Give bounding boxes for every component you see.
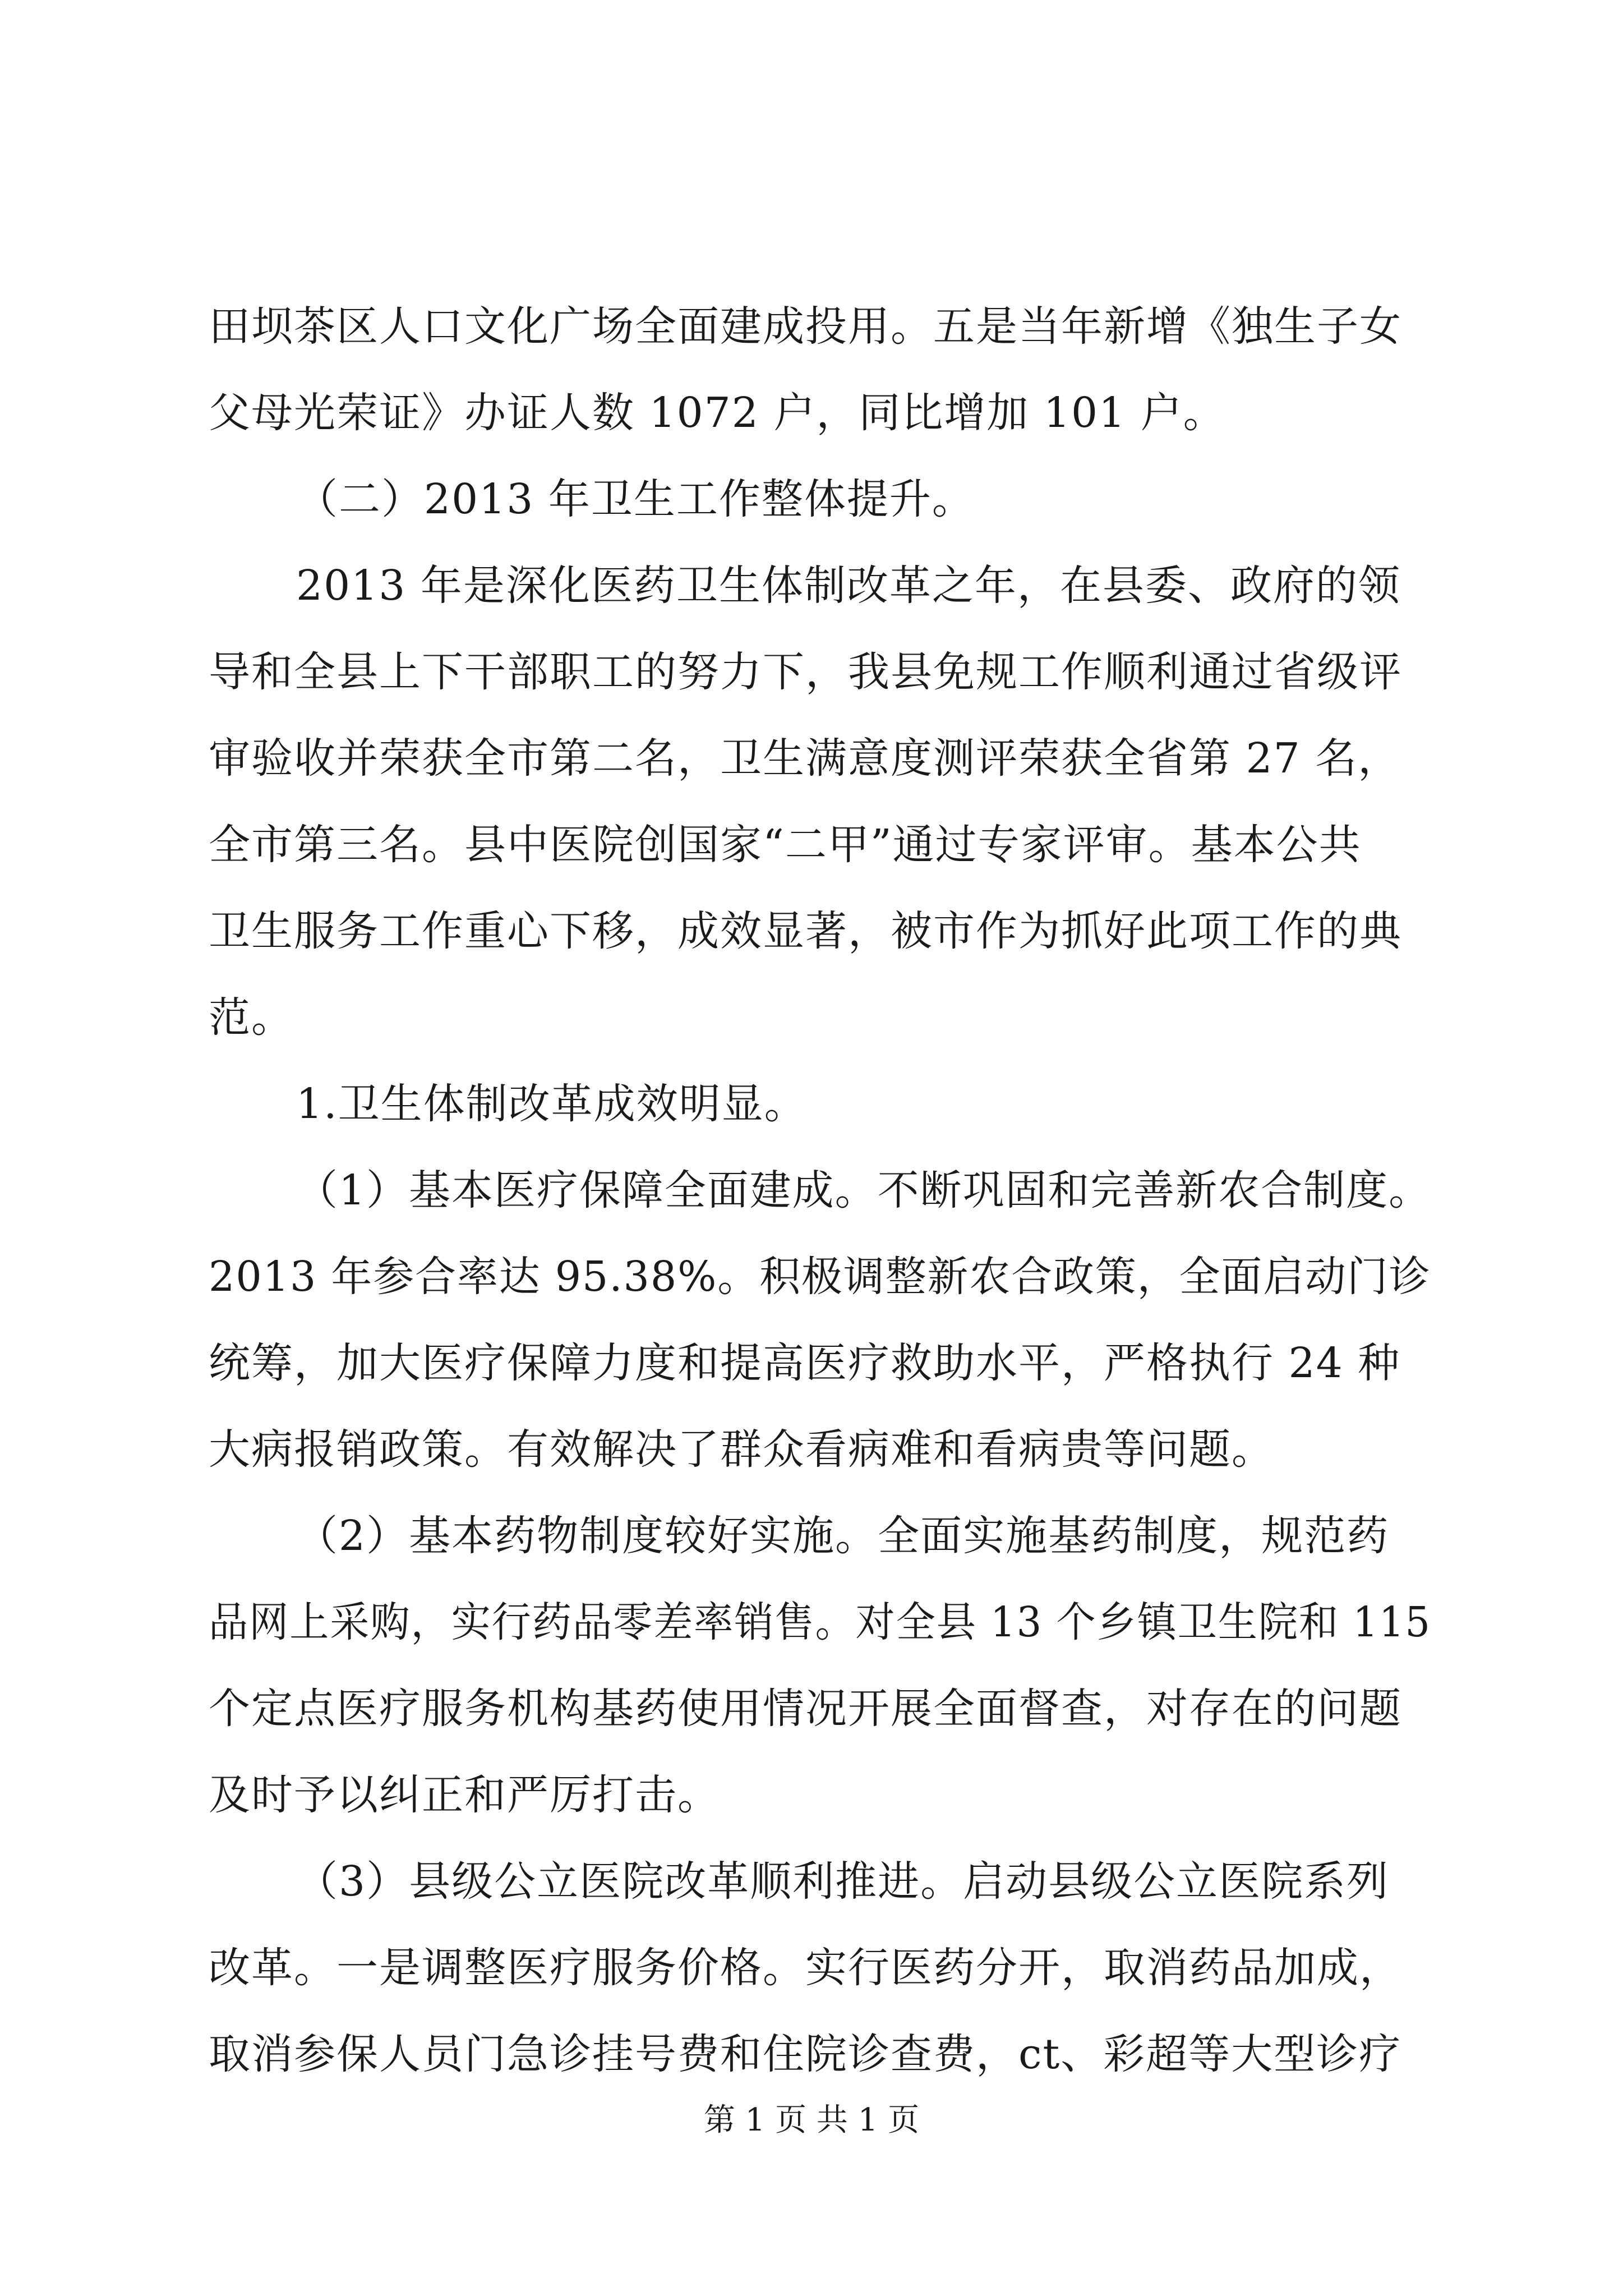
subsection-heading: 1.卫生体制改革成效明显。 <box>296 1080 807 1128</box>
text-line: 导和全县上下干部职工的努力下，我县免规工作顺利通过省级评 <box>209 648 1402 696</box>
text-line: 及时予以纠正和严厉打击。 <box>209 1771 720 1819</box>
text-line: 2013 年参合率达 95.38%。积极调整新农合政策，全面启动门诊 <box>209 1253 1431 1301</box>
section-heading: （二）2013 年卫生工作整体提升。 <box>296 475 975 523</box>
text-line: 大病报销政策。有效解决了群众看病难和看病贵等问题。 <box>209 1425 1274 1474</box>
text-line: （3）县级公立医院改革顺利推进。启动县级公立医院系列 <box>296 1857 1390 1906</box>
text-line: 个定点医疗服务机构基药使用情况开展全面督查，对存在的问题 <box>209 1685 1402 1733</box>
text-line: 全市第三名。县中医院创国家“二甲”通过专家评审。基本公共 <box>209 821 1362 869</box>
page-footer: 第 1 页 共 1 页 <box>703 2102 920 2138</box>
text-line: 卫生服务工作重心下移，成效显著，被市作为抓好此项工作的典 <box>209 907 1402 955</box>
text-line: 审验收并荣获全市第二名，卫生满意度测评荣获全省第 27 名， <box>209 734 1401 783</box>
text-line: 统筹，加大医疗保障力度和提高医疗救助水平，严格执行 24 种 <box>209 1339 1401 1387</box>
text-line: 品网上采购，实行药品零差率销售。对全县 13 个乡镇卫生院和 115 <box>209 1598 1431 1646</box>
text-line: 取消参保人员门急诊挂号费和住院诊查费，ct、彩超等大型诊疗 <box>209 2030 1402 2078</box>
text-line: 2013 年是深化医药卫生体制改革之年，在县委、政府的领 <box>296 562 1401 610</box>
text-line: 改革。一是调整医疗服务价格。实行医药分开，取消药品加成， <box>209 1944 1402 1992</box>
text-line: 田坝茶区人口文化广场全面建成投用。五是当年新增《独生子女 <box>209 302 1402 351</box>
text-line: （1）基本医疗保障全面建成。不断巩固和完善新农合制度。 <box>296 1166 1432 1214</box>
text-line: 范。 <box>209 993 294 1042</box>
text-line: 父母光荣证》办证人数 1072 户，同比增加 101 户。 <box>209 389 1226 437</box>
text-line: （2）基本药物制度较好实施。全面实施基药制度，规范药 <box>296 1512 1390 1560</box>
